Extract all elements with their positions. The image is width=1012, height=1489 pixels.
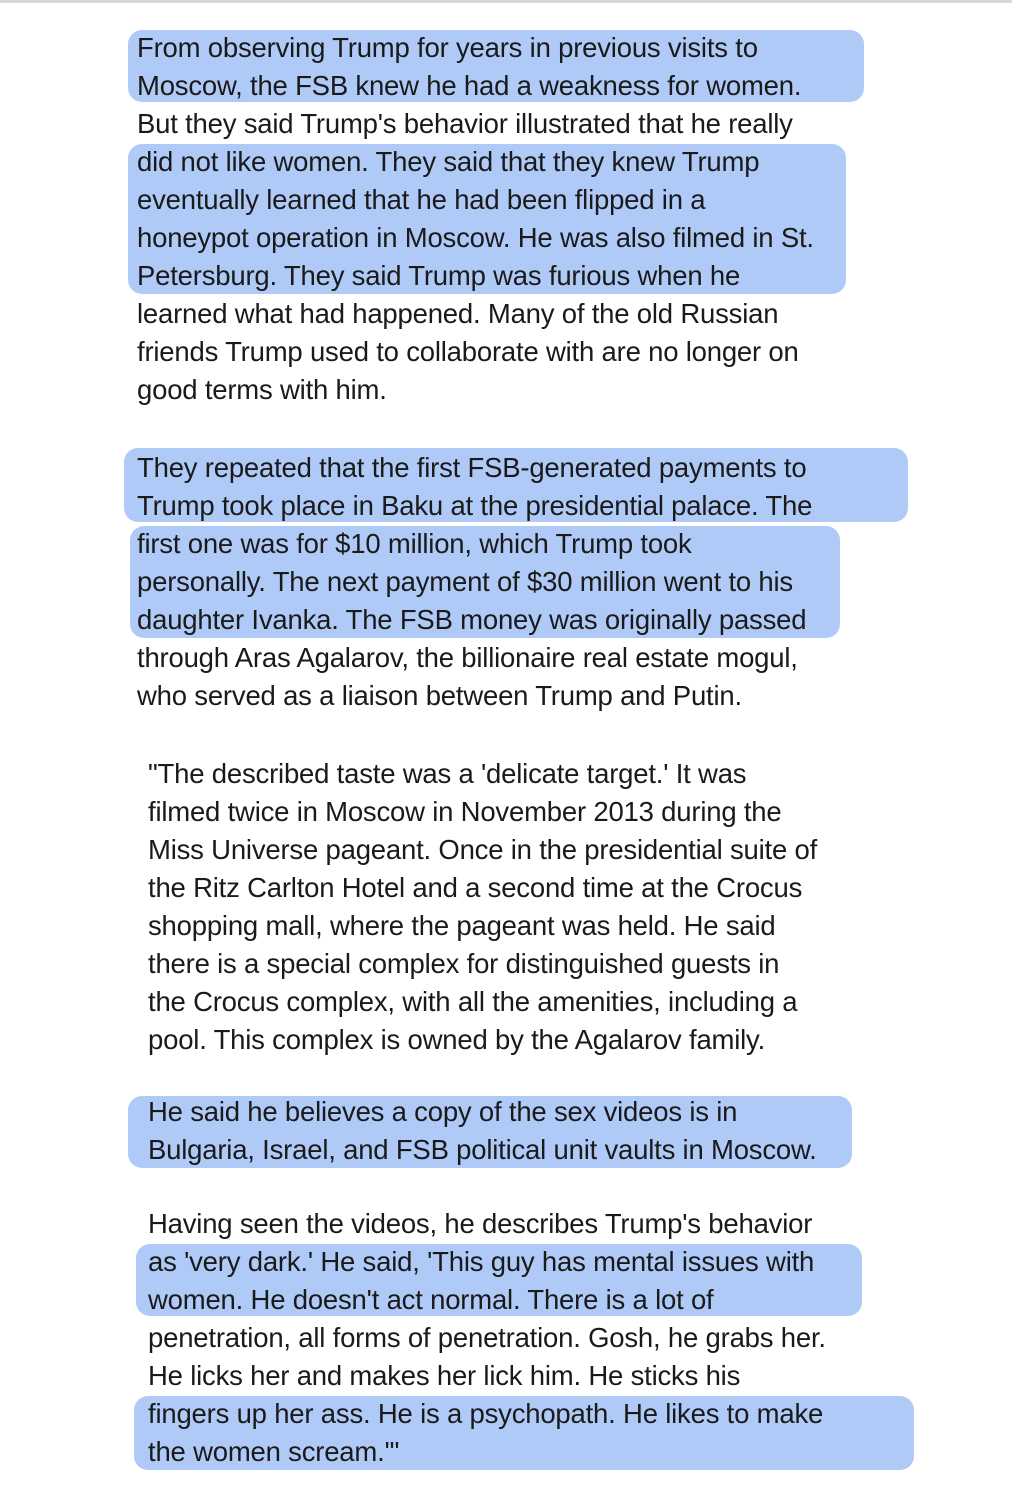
paragraph-fsb-observations	[137, 29, 814, 409]
text-line: filmed twice in Moscow in November 2013 during the	[148, 796, 782, 827]
text-line: From observing Trump for years in previous visits to	[137, 32, 758, 63]
text-line: fingers up her ass. He is a psychopath. He likes to make	[148, 1398, 824, 1429]
top-border	[0, 0, 1012, 3]
text-line: But they said Trump's behavior illustrated that he really	[137, 108, 793, 139]
text-line: personally. The next payment of $30 million went to his	[137, 566, 793, 597]
text-line: as 'very dark.' He said, 'This guy has mental issues with	[148, 1246, 815, 1277]
text-line: who served as a liaison between Trump and Putin.	[137, 680, 742, 711]
text-line: pool. This complex is owned by the Agalarov family.	[148, 1024, 766, 1055]
text-line: He licks her and makes her lick him. He sticks his	[148, 1360, 741, 1391]
paragraph-behavior-description	[148, 1205, 826, 1471]
text-line: daughter Ivanka. The FSB money was originally passed	[137, 604, 807, 635]
text-line: Having seen the videos, he describes Trump's behavior	[148, 1208, 813, 1239]
text-line: did not like women. They said that they knew Trump	[137, 146, 760, 177]
text-line: Moscow, the FSB knew he had a weakness for women.	[137, 70, 802, 101]
text-line: honeypot operation in Moscow. He was also filmed in St.	[137, 222, 814, 253]
text-line: Bulgaria, Israel, and FSB political unit vaults in Moscow.	[148, 1134, 817, 1165]
text-line: He said he believes a copy of the sex videos is in	[148, 1096, 738, 1127]
text-line: Trump took place in Baku at the presidential palace. The	[137, 490, 813, 521]
text-line: Miss Universe pageant. Once in the presidential suite of	[148, 834, 818, 865]
paragraph-payments	[137, 449, 812, 715]
paragraph-filming-quote	[148, 755, 817, 1059]
text-line: the Crocus complex, with all the amenities, including a	[148, 986, 798, 1017]
text-line: the women scream.'"	[148, 1436, 400, 1467]
text-line: there is a special complex for distinguished guests in	[148, 948, 780, 979]
text-line: through Aras Agalarov, the billionaire real estate mogul,	[137, 642, 798, 673]
text-line: shopping mall, where the pageant was held. He said	[148, 910, 776, 941]
text-line: good terms with him.	[137, 374, 387, 405]
text-line: friends Trump used to collaborate with are no longer on	[137, 336, 799, 367]
text-line: first one was for $10 million, which Trump took	[137, 528, 692, 559]
text-line: learned what had happened. Many of the old Russian	[137, 298, 779, 329]
text-line: eventually learned that he had been flipped in a	[137, 184, 706, 215]
text-line: "The described taste was a 'delicate target.' It was	[148, 758, 747, 789]
text-line: They repeated that the first FSB-generated payments to	[137, 452, 807, 483]
text-line: the Ritz Carlton Hotel and a second time at the Crocus	[148, 872, 803, 903]
paragraph-video-copies	[148, 1093, 817, 1169]
text-line: penetration, all forms of penetration. Gosh, he grabs her.	[148, 1322, 826, 1353]
text-line: women. He doesn't act normal. There is a lot of	[148, 1284, 714, 1315]
text-line: Petersburg. They said Trump was furious when he	[137, 260, 741, 291]
